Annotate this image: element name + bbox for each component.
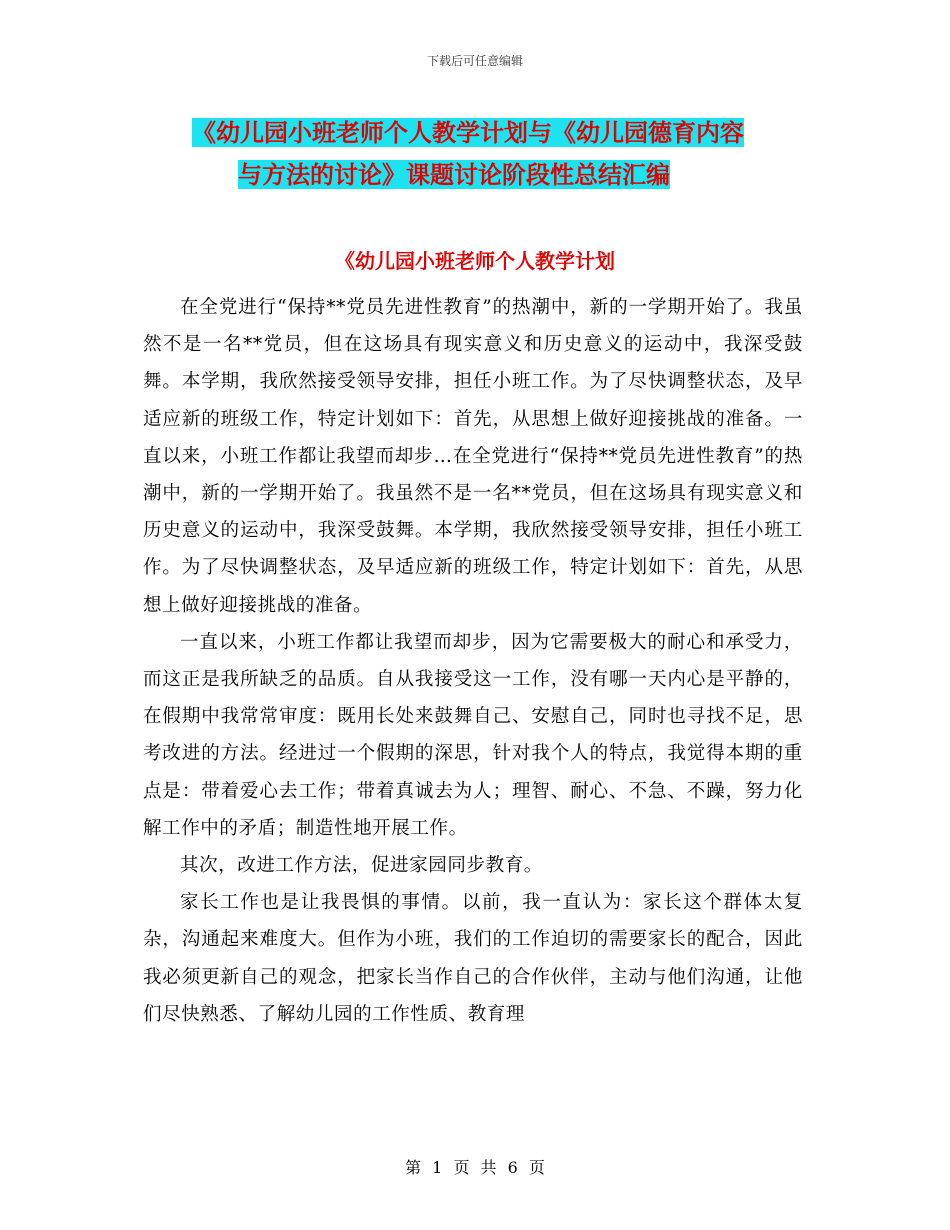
paragraph: 家长工作也是让我畏惧的事情。以前，我一直认为：家长这个群体太复杂，沟通起来难度大。但作为小班，我们的工作迫切的需要家长的配合，因此我必须更新自己的观念，把家长当作自己的合作伙伴，主动与他们沟通，让他们尽快熟悉、了解幼儿园的工作性质、教育理 [143, 892, 803, 1025]
paragraph: 其次，改进工作方法，促进家园同步教育。 [180, 855, 543, 877]
paragraph: 一直以来，小班工作都让我望而却步，因为它需要极大的耐心和承受力，而这正是我所缺乏的品质。自从我接受这一工作，没有哪一天内心是平静的，在假期中我常常审度：既用长处来鼓舞自己、安慰自己，同时也寻找不足，思考改进的方法。经进过一个假期的深思，针对我个人的特点，我觉得本期的重点是：带着爱心去工作；带着真诚去为人；理智、耐心、不急、不躁，努力化解工作中的矛盾；制造性地开展工作。 [143, 631, 803, 839]
document-title-line-1 [140, 112, 820, 154]
body-text [143, 289, 803, 1033]
document-title-line-2 [140, 154, 820, 196]
section-title: 《幼儿园小班老师个人教学计划 [335, 249, 615, 273]
page-footer: 第 1 页 共 6 页 [405, 1158, 545, 1177]
page-header-note: 下载后可任意编辑 [426, 54, 523, 68]
document-title [140, 112, 820, 196]
paragraph: 在全党进行“保持**党员先进性教育”的热潮中，新的一学期开始了。我虽然不是一名**党员，但在这场具有现实意义和历史意义的运动中，我深受鼓舞。本学期，我欣然接受领导安排，担任小班工作。为了尽快调整状态，及早适应新的班级工作，特定计划如下：首先，从思想上做好迎接挑战的准备。一直以来，小班工作都让我望而却步…在全党进行“保持**党员先进性教育”的热潮中，新的一学期开始了。我虽然不是一名**党员，但在这场具有现实意义和历史意义的运动中，我深受鼓舞。本学期，我欣然接受领导安排，担任小班工作。为了尽快调整状态，及早适应新的班级工作，特定计划如下：首先，从思想上做好迎接挑战的准备。 [143, 297, 803, 616]
document-title-line-1-text: 《幼儿园小班老师个人教学计划与《幼儿园德育内容 [192, 118, 744, 147]
document-title-line-2-text: 与方法的讨论》课题讨论阶段性总结汇编 [238, 160, 670, 189]
